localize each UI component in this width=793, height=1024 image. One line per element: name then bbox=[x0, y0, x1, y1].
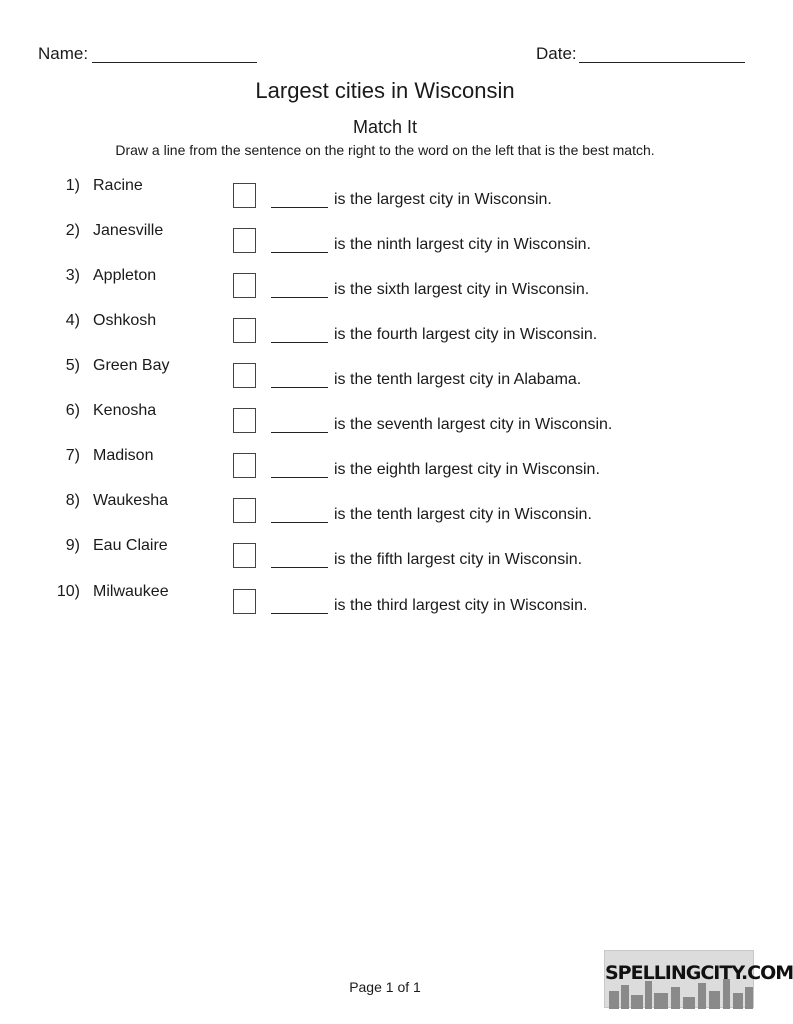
answer-box[interactable] bbox=[233, 363, 256, 388]
instructions: Draw a line from the sentence on the right to the word on the left that is the best match. bbox=[115, 142, 655, 158]
item-number: 9) bbox=[65, 537, 80, 554]
item-sentence: is the eighth largest city in Wisconsin. bbox=[334, 461, 600, 478]
page-subtitle: Match It bbox=[352, 117, 418, 137]
date-label: Date: bbox=[536, 44, 577, 63]
name-label: Name: bbox=[38, 44, 89, 63]
item-number: 3) bbox=[65, 267, 80, 284]
item-word: Racine bbox=[93, 177, 143, 194]
item-word: Milwaukee bbox=[93, 583, 169, 600]
item-sentence: is the tenth largest city in Wisconsin. bbox=[334, 506, 592, 523]
item-word: Madison bbox=[93, 447, 154, 464]
answer-blank[interactable] bbox=[271, 613, 328, 614]
item-word: Green Bay bbox=[93, 357, 170, 374]
item-word: Oshkosh bbox=[93, 312, 157, 329]
item-number: 4) bbox=[65, 312, 80, 329]
answer-box[interactable] bbox=[233, 228, 256, 253]
answer-blank[interactable] bbox=[271, 387, 328, 388]
answer-box[interactable] bbox=[233, 543, 256, 568]
item-word: Eau Claire bbox=[93, 537, 168, 554]
item-sentence: is the fifth largest city in Wisconsin. bbox=[334, 551, 583, 568]
answer-blank[interactable] bbox=[271, 342, 328, 343]
item-number: 2) bbox=[65, 222, 80, 239]
item-number: 1) bbox=[65, 177, 80, 194]
answer-blank[interactable] bbox=[271, 522, 328, 523]
item-sentence: is the third largest city in Wisconsin. bbox=[334, 597, 588, 614]
item-sentence: is the seventh largest city in Wisconsin. bbox=[334, 416, 613, 433]
item-number: 5) bbox=[65, 357, 80, 374]
answer-box[interactable] bbox=[233, 453, 256, 478]
item-number: 7) bbox=[65, 447, 80, 464]
answer-blank[interactable] bbox=[271, 297, 328, 298]
answer-box[interactable] bbox=[233, 408, 256, 433]
answer-blank[interactable] bbox=[271, 252, 328, 253]
item-sentence: is the tenth largest city in Alabama. bbox=[334, 371, 582, 388]
item-number: 10) bbox=[56, 583, 80, 600]
item-number: 6) bbox=[65, 402, 80, 419]
date-field-line[interactable] bbox=[579, 62, 745, 63]
answer-box[interactable] bbox=[233, 183, 256, 208]
spellingcity-logo bbox=[604, 950, 793, 1008]
page-number: Page 1 of 1 bbox=[349, 979, 421, 995]
item-sentence: is the largest city in Wisconsin. bbox=[334, 191, 552, 208]
answer-box[interactable] bbox=[233, 589, 256, 614]
item-word: Kenosha bbox=[93, 402, 157, 419]
answer-blank[interactable] bbox=[271, 432, 328, 433]
answer-box[interactable] bbox=[233, 498, 256, 523]
item-word: Janesville bbox=[93, 222, 164, 239]
item-sentence: is the ninth largest city in Wisconsin. bbox=[334, 236, 591, 253]
item-sentence: is the fourth largest city in Wisconsin. bbox=[334, 326, 598, 343]
page-title: Largest cities in Wisconsin bbox=[255, 78, 515, 103]
item-sentence: is the sixth largest city in Wisconsin. bbox=[334, 281, 590, 298]
item-word: Appleton bbox=[93, 267, 157, 284]
item-number: 8) bbox=[65, 492, 80, 509]
answer-blank[interactable] bbox=[271, 207, 328, 208]
answer-box[interactable] bbox=[233, 318, 256, 343]
answer-box[interactable] bbox=[233, 273, 256, 298]
answer-blank[interactable] bbox=[271, 477, 328, 478]
answer-blank[interactable] bbox=[271, 567, 328, 568]
name-field-line[interactable] bbox=[92, 62, 257, 63]
logo-text: SPELLINGCITY.COM bbox=[605, 962, 793, 984]
item-word: Waukesha bbox=[93, 492, 168, 509]
